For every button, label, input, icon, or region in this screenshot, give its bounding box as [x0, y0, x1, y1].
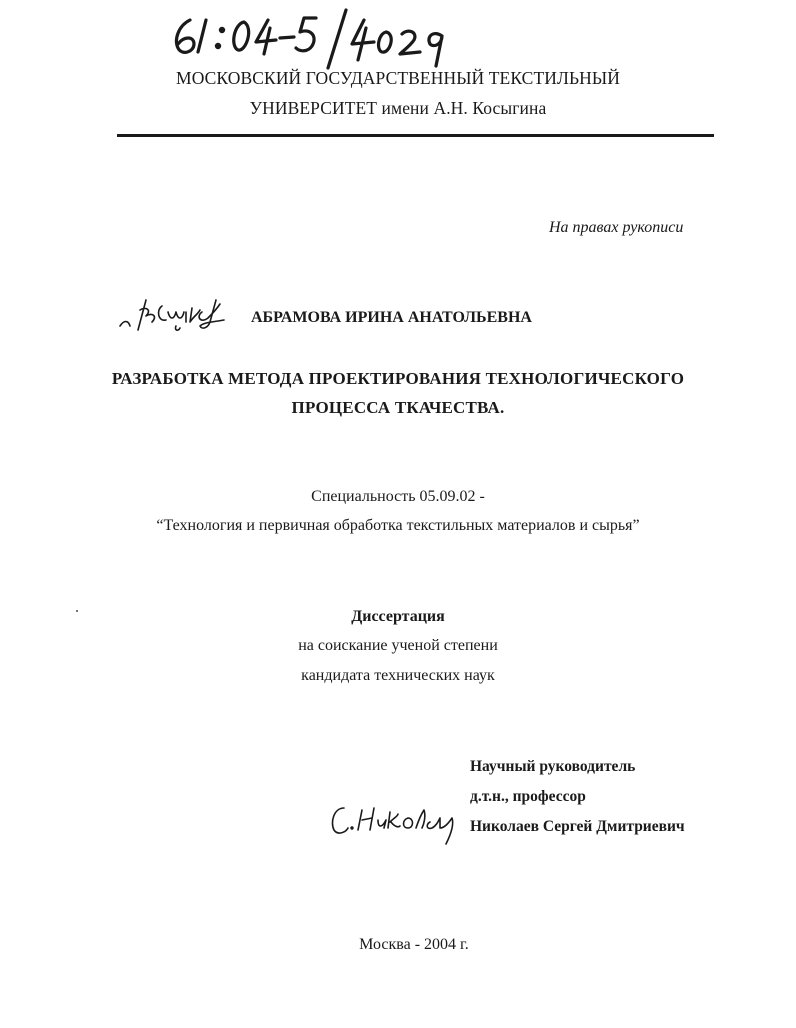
- header-divider: [117, 134, 714, 137]
- supervisor-rank: д.т.н., профессор: [470, 788, 586, 805]
- rights-note: На правах рукописи: [549, 219, 684, 236]
- specialty-name: “Технология и первичная обработка текстильных материалов и сырья”: [156, 517, 640, 534]
- degree-line2: кандидата технических наук: [301, 667, 495, 684]
- university-name-line2: УНИВЕРСИТЕТ имени А.Н. Косыгина: [249, 98, 547, 118]
- supervisor-signature: [328, 798, 458, 850]
- dissertation-title-line2: ПРОЦЕССА ТКАЧЕСТВА.: [291, 398, 505, 417]
- city-year: Москва - 2004 г.: [359, 936, 469, 953]
- supervisor-name: Николаев Сергей Дмитриевич: [470, 818, 685, 835]
- archive-number-drawing: [168, 6, 468, 72]
- supervisor-role: Научный руководитель: [470, 758, 636, 775]
- author-name: АБРАМОВА ИРИНА АНАТОЛЬЕВНА: [251, 309, 532, 326]
- specialty-code: Специальность 05.09.02 -: [311, 488, 485, 505]
- archive-number-handwritten: [168, 6, 468, 72]
- dissertation-title-line1: РАЗРАБОТКА МЕТОДА ПРОЕКТИРОВАНИЯ ТЕХНОЛОГИЧЕСКОГО: [111, 369, 685, 388]
- author-signature-drawing: [116, 296, 228, 336]
- document-type-heading: Диссертация: [351, 608, 445, 625]
- author-signature: [116, 296, 228, 336]
- supervisor-signature-drawing: [328, 798, 458, 850]
- degree-line1: на соискание ученой степени: [298, 637, 498, 654]
- university-name-line1: МОСКОВСКИЙ ГОСУДАРСТВЕННЫЙ ТЕКСТИЛЬНЫЙ: [176, 68, 620, 88]
